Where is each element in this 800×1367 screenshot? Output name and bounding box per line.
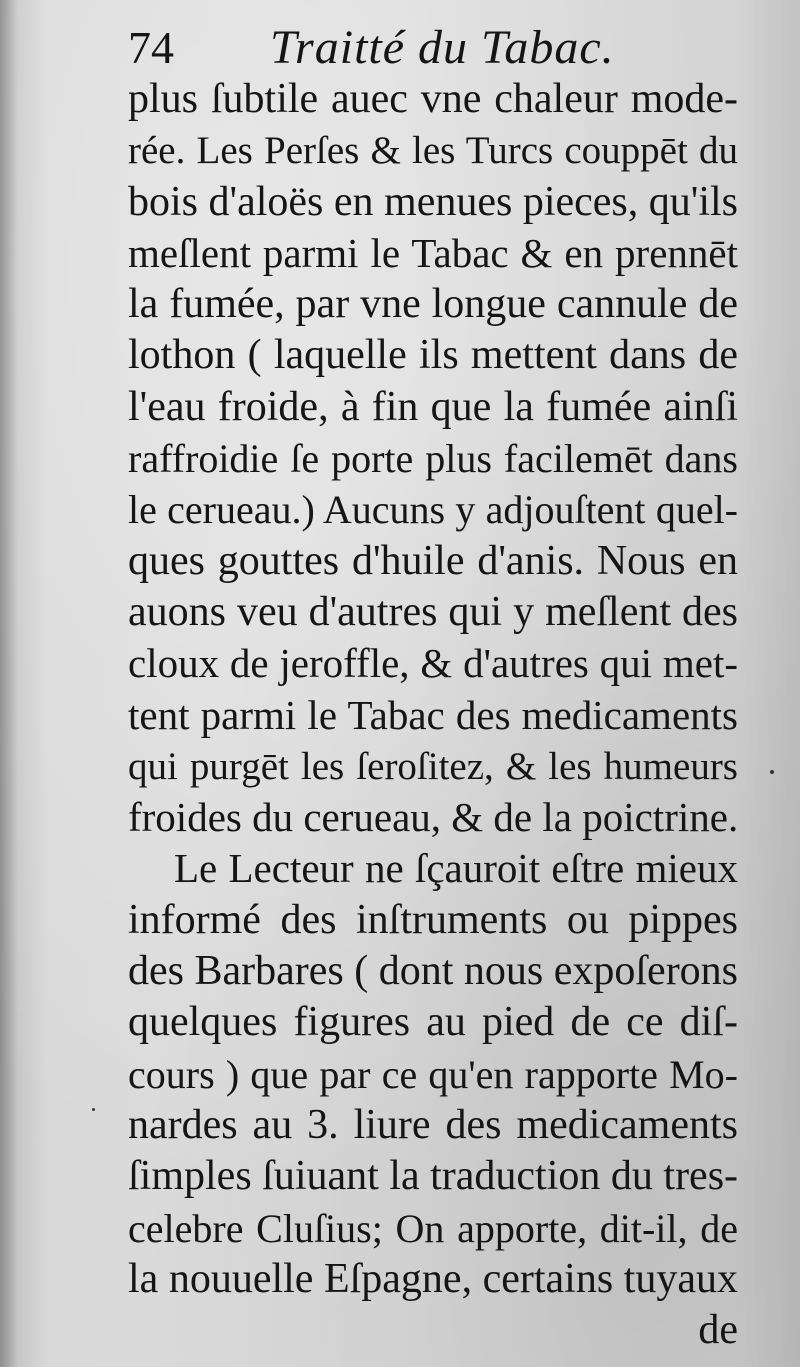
text-line: des Barbares ( dont nous expoſerons xyxy=(128,948,739,995)
text-line: raffroidie ſe porte plus facilemēt dans xyxy=(128,436,738,482)
text-line: meſlent parmi le Tabac & en prennēt xyxy=(128,229,738,276)
text-line: tent parmi le Tabac des medicaments xyxy=(128,691,738,738)
text-line: nardes au 3. liure des medicaments xyxy=(128,1101,738,1148)
text-line: cours ) que par ce qu'en rapporte Mo- xyxy=(128,1051,738,1097)
gutter-shadow xyxy=(0,0,18,1367)
text-line: le cerueau.) Aucuns y adjouſtent quel- xyxy=(128,487,738,533)
text-line: ques gouttes d'huile d'anis. Nous en xyxy=(128,537,738,584)
paper-speck xyxy=(92,1108,95,1111)
text-line: la fumée, par vne longue cannule de xyxy=(128,281,738,328)
text-line: cloux de jeroffle, & d'autres qui met- xyxy=(128,640,738,687)
catchword: de xyxy=(698,1307,738,1354)
text-line: lothon ( laquelle ils mettent dans de xyxy=(128,332,738,379)
text-line: ſimples ſuiuant la traduction du tres- xyxy=(128,1153,739,1200)
text-line: froides du cerueau, & de la poictrine. xyxy=(128,794,739,841)
text-line: informé des inſtruments ou pippes xyxy=(128,896,738,943)
text-line: bois d'aloës en menues pieces, qu'ils xyxy=(128,178,739,225)
text-line: l'eau froide, à fin que la fumée ainſi xyxy=(128,383,738,430)
page-number: 74 xyxy=(128,22,174,73)
text-line: celebre Cluſius; On apporte, dit-il, de xyxy=(128,1205,738,1251)
running-title: Traitté du Tabac. xyxy=(270,21,615,74)
text-line: la nouuelle Eſpagne, certains tuyaux xyxy=(128,1255,738,1302)
text-line: quelques figures au pied de ce diſ- xyxy=(128,999,738,1046)
text-line: qui purgēt les ſeroſitez, & les humeurs xyxy=(128,744,738,788)
body-text xyxy=(128,74,738,1356)
paper-speck xyxy=(770,770,774,774)
text-line: plus ſubtile auec vne chaleur mode- xyxy=(128,76,738,122)
paragraph-start-line: Le Lecteur ne ſçauroit eſtre mieux xyxy=(174,845,738,892)
text-line: rée. Les Perſes & les Turcs couppēt du xyxy=(128,129,738,173)
text-line: auons veu d'autres qui y meſlent des xyxy=(128,588,738,635)
running-head xyxy=(128,18,748,78)
